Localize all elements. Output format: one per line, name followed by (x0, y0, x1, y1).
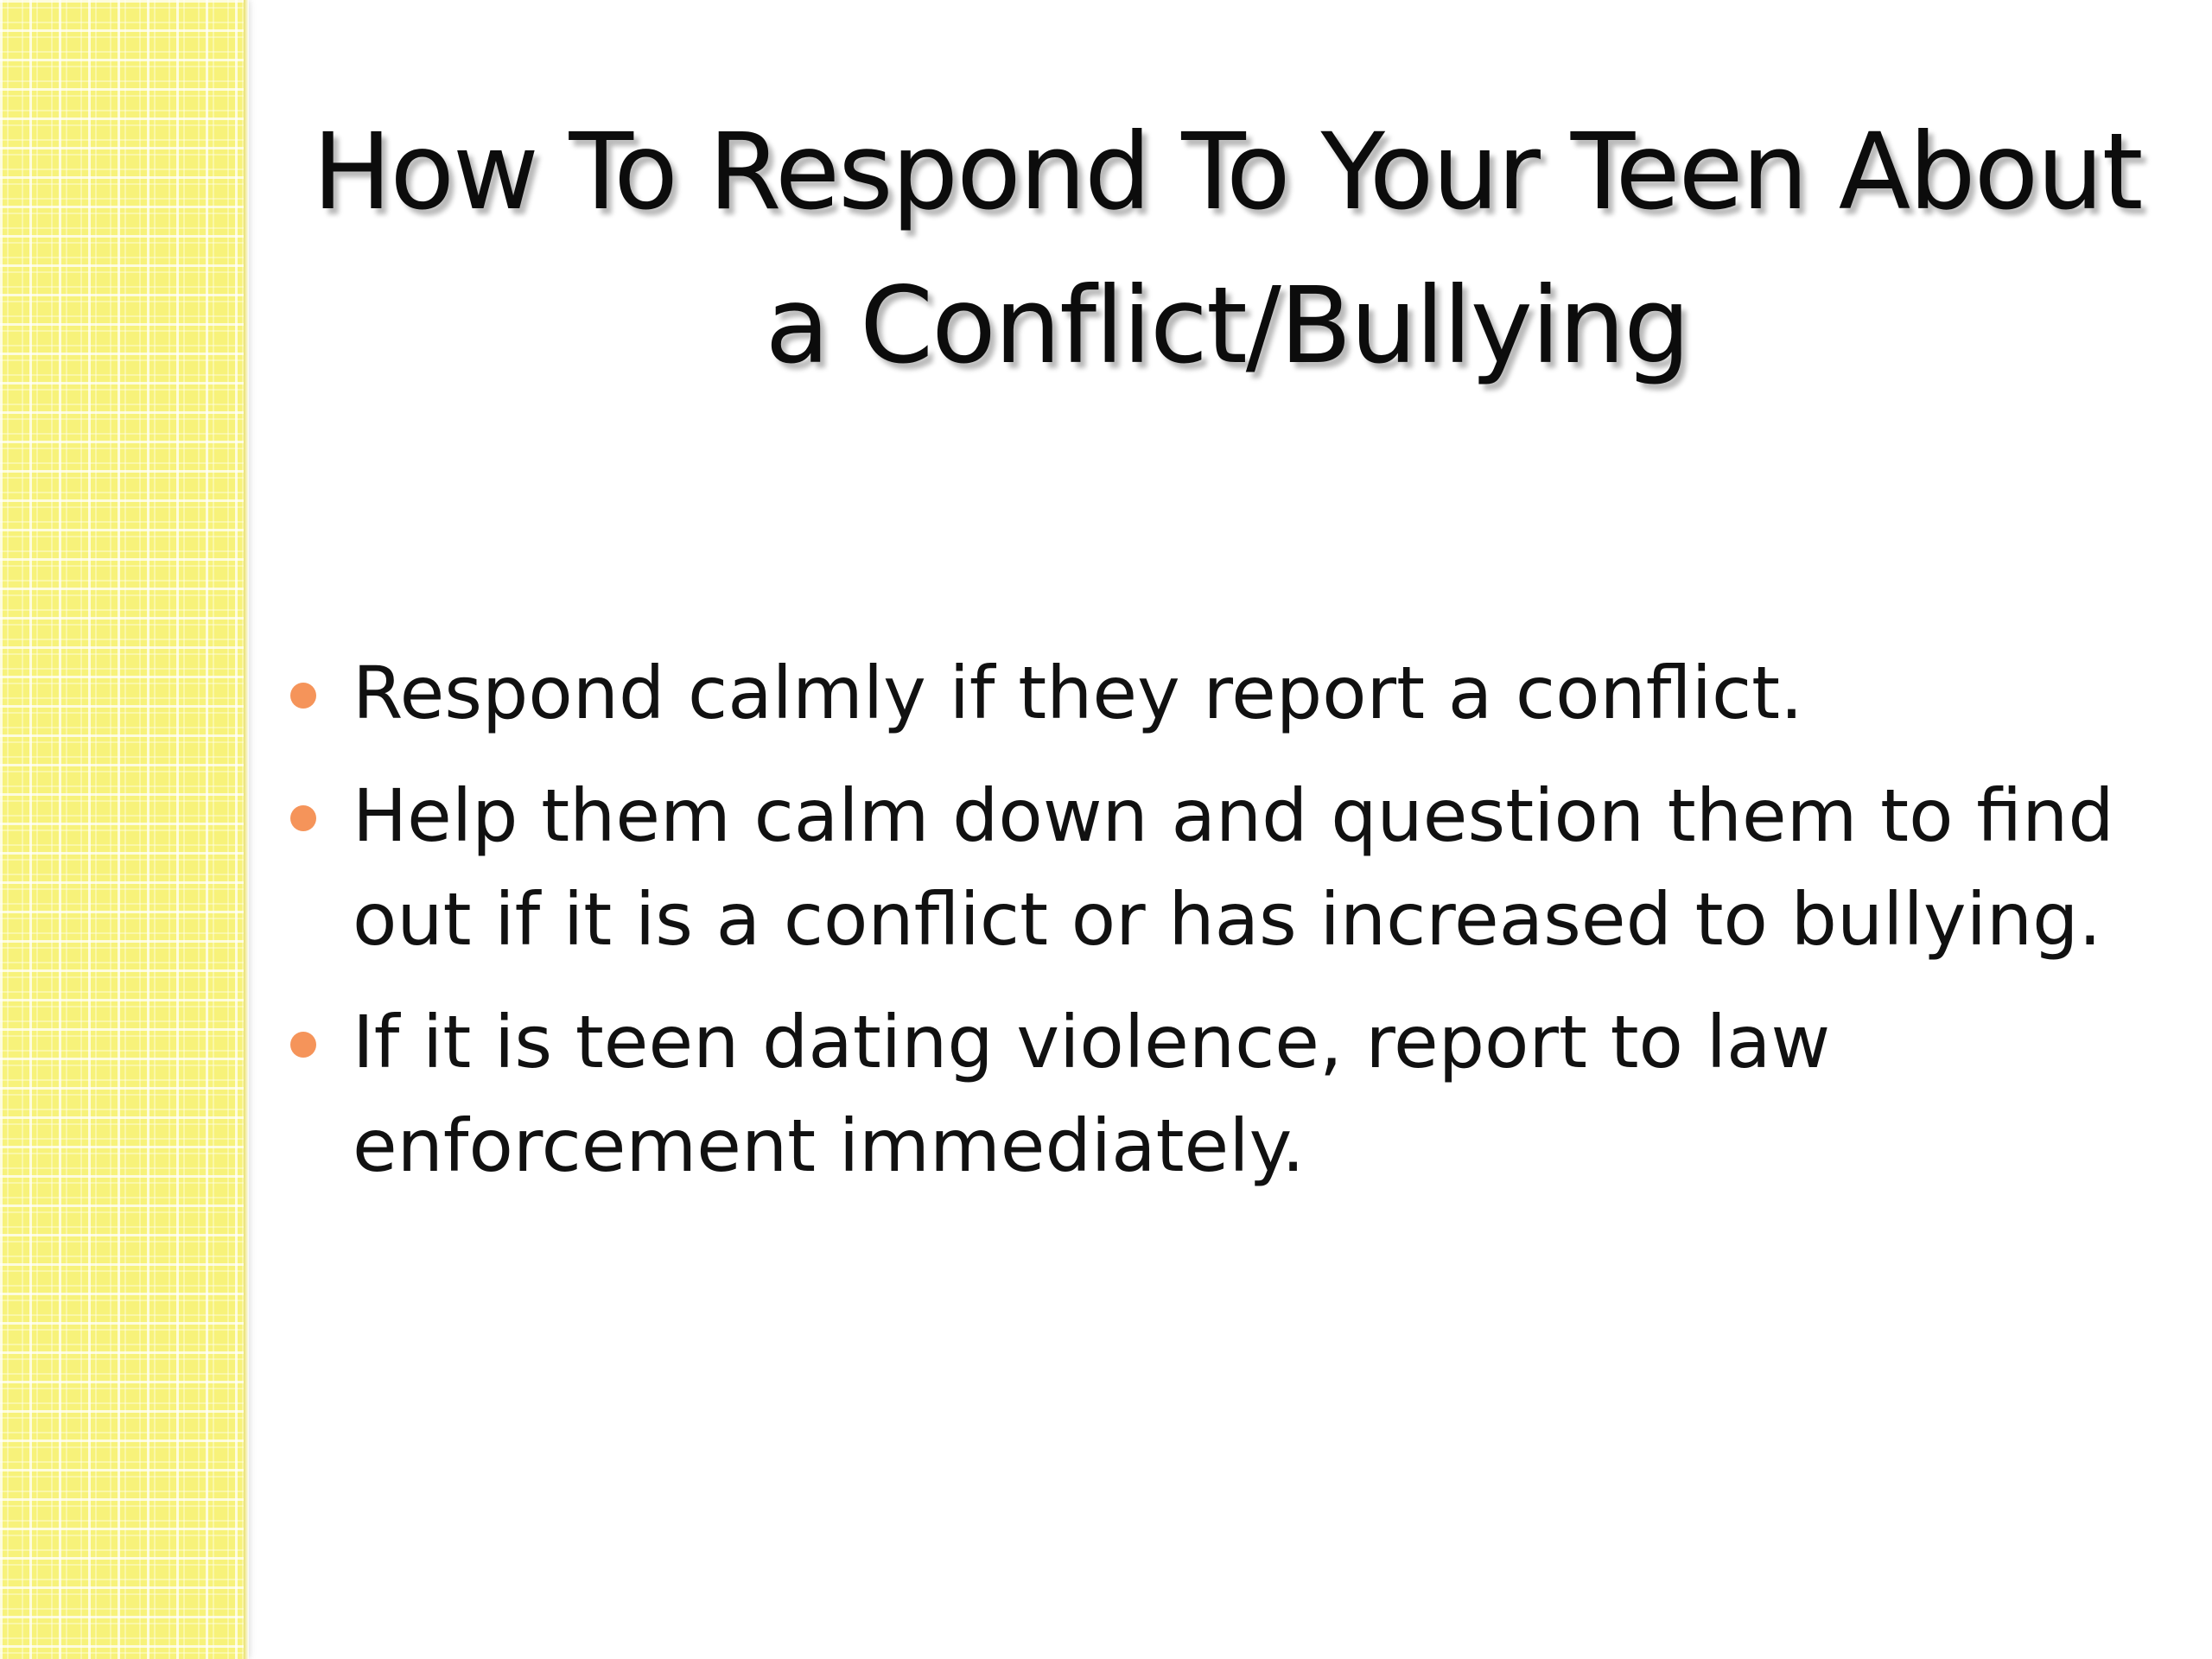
bullet-text: Help them calm down and question them to find out if it is a conflict or has increased to bullying. (353, 773, 2114, 962)
decorative-grid-strip (0, 0, 244, 1659)
bullet-dot-icon (290, 1032, 316, 1058)
title-line-1: How To Respond To Your Teen About (312, 111, 2142, 233)
slide-title (276, 95, 2177, 403)
title-line-2: a Conflict/Bullying (765, 264, 1689, 387)
bullet-item (285, 641, 2143, 745)
bullet-list (285, 641, 2143, 1217)
bullet-item (285, 764, 2143, 971)
bullet-item (285, 990, 2143, 1198)
strip-edge-shadow (244, 0, 249, 1659)
bullet-text: If it is teen dating violence, report to law enforcement immediately. (353, 1000, 1831, 1188)
bullet-dot-icon (290, 805, 316, 831)
bullet-text: Respond calmly if they report a conflict. (353, 651, 1803, 735)
bullet-dot-icon (290, 683, 316, 709)
